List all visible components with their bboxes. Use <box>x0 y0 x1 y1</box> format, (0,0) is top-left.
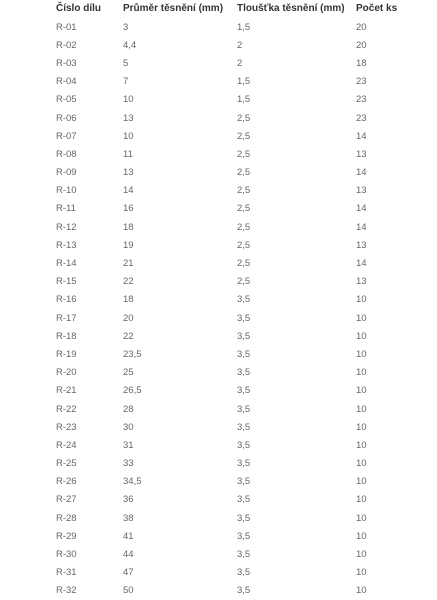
cell-seal-thickness: 2,5 <box>237 239 251 251</box>
cell-seal-diameter: 28 <box>123 403 134 415</box>
cell-seal-thickness: 3,5 <box>237 421 251 433</box>
cell-part-number: R-32 <box>56 585 77 597</box>
cell-piece-count: 10 <box>356 385 367 397</box>
cell-seal-diameter: 36 <box>123 494 134 506</box>
cell-seal-thickness: 1,5 <box>237 94 251 106</box>
cell-piece-count: 14 <box>356 221 367 233</box>
cell-seal-thickness: 3,5 <box>237 530 251 542</box>
cell-seal-thickness: 2,5 <box>237 185 251 197</box>
table-row <box>56 545 437 563</box>
table-row <box>56 309 437 327</box>
cell-piece-count: 10 <box>356 421 367 433</box>
cell-part-number: R-13 <box>56 239 77 251</box>
table-row <box>56 382 437 400</box>
cell-seal-diameter: 26,5 <box>123 385 142 397</box>
cell-seal-thickness: 2,5 <box>237 258 251 270</box>
cell-part-number: R-31 <box>56 567 77 579</box>
cell-piece-count: 10 <box>356 530 367 542</box>
cell-seal-diameter: 11 <box>123 148 133 160</box>
table-row <box>56 91 437 109</box>
cell-part-number: R-27 <box>56 494 77 506</box>
cell-seal-diameter: 13 <box>123 112 134 124</box>
table-row <box>56 54 437 72</box>
cell-piece-count: 14 <box>356 258 367 270</box>
cell-seal-diameter: 20 <box>123 312 134 324</box>
cell-part-number: R-20 <box>56 367 77 379</box>
cell-piece-count: 13 <box>356 185 367 197</box>
cell-piece-count: 13 <box>356 276 367 288</box>
cell-part-number: R-14 <box>56 258 77 270</box>
cell-piece-count: 10 <box>356 312 367 324</box>
header-seal-thickness: Tloušťka těsnění (mm) <box>237 2 345 14</box>
cell-part-number: R-22 <box>56 403 77 415</box>
cell-part-number: R-26 <box>56 476 77 488</box>
table-row <box>56 254 437 272</box>
header-row <box>56 0 437 16</box>
cell-seal-thickness: 2,5 <box>237 221 251 233</box>
table-row <box>56 491 437 509</box>
cell-piece-count: 10 <box>356 439 367 451</box>
cell-part-number: R-02 <box>56 39 77 51</box>
cell-seal-diameter: 38 <box>123 512 134 524</box>
cell-seal-diameter: 30 <box>123 421 134 433</box>
cell-seal-diameter: 3 <box>123 21 129 33</box>
cell-seal-thickness: 1,5 <box>237 76 251 88</box>
table-row <box>56 127 437 145</box>
cell-part-number: R-25 <box>56 458 77 470</box>
table-row <box>56 582 437 600</box>
table-row <box>56 473 437 491</box>
cell-piece-count: 13 <box>356 148 367 160</box>
header-part-number: Číslo dílu <box>56 2 101 14</box>
cell-seal-thickness: 3,5 <box>237 348 251 360</box>
cell-part-number: R-21 <box>56 385 77 397</box>
cell-seal-thickness: 3,5 <box>237 549 251 561</box>
table-header <box>56 0 437 16</box>
header-seal-diameter: Průměr těsnění (mm) <box>123 2 224 14</box>
table-row <box>56 164 437 182</box>
cell-seal-thickness: 3,5 <box>237 330 251 342</box>
cell-seal-diameter: 44 <box>123 549 134 561</box>
cell-part-number: R-12 <box>56 221 77 233</box>
cell-seal-diameter: 4,4 <box>123 39 137 51</box>
table-row <box>56 236 437 254</box>
cell-seal-thickness: 2 <box>237 57 243 69</box>
cell-seal-diameter: 19 <box>123 239 134 251</box>
cell-part-number: R-05 <box>56 94 77 106</box>
table-row <box>56 16 437 36</box>
cell-piece-count: 13 <box>356 239 367 251</box>
cell-piece-count: 14 <box>356 130 367 142</box>
cell-piece-count: 14 <box>356 203 367 215</box>
table-row <box>56 436 437 454</box>
table-row <box>56 109 437 127</box>
cell-piece-count: 14 <box>356 167 367 179</box>
cell-seal-diameter: 50 <box>123 585 134 597</box>
cell-part-number: R-23 <box>56 421 77 433</box>
cell-seal-diameter: 21 <box>123 258 134 270</box>
cell-seal-thickness: 3,5 <box>237 476 251 488</box>
cell-piece-count: 18 <box>356 57 367 69</box>
cell-seal-diameter: 18 <box>123 221 134 233</box>
table-row <box>56 455 437 473</box>
cell-piece-count: 10 <box>356 585 367 597</box>
cell-part-number: R-04 <box>56 76 77 88</box>
cell-part-number: R-30 <box>56 549 77 561</box>
table-row <box>56 564 437 582</box>
cell-seal-thickness: 2,5 <box>237 112 251 124</box>
table-row <box>56 509 437 527</box>
cell-seal-diameter: 31 <box>123 439 134 451</box>
cell-seal-thickness: 3,5 <box>237 585 251 597</box>
table-row <box>56 527 437 545</box>
cell-seal-thickness: 2,5 <box>237 203 251 215</box>
cell-piece-count: 10 <box>356 549 367 561</box>
table-row <box>56 400 437 418</box>
cell-seal-diameter: 18 <box>123 294 134 306</box>
cell-part-number: R-07 <box>56 130 77 142</box>
cell-seal-diameter: 10 <box>123 94 134 106</box>
cell-piece-count: 10 <box>356 476 367 488</box>
cell-piece-count: 10 <box>356 494 367 506</box>
cell-part-number: R-11 <box>56 203 76 215</box>
table-row <box>56 200 437 218</box>
cell-seal-thickness: 2 <box>237 39 243 51</box>
table-row <box>56 73 437 91</box>
cell-seal-thickness: 3,5 <box>237 312 251 324</box>
table-row <box>56 327 437 345</box>
table-row <box>56 418 437 436</box>
cell-seal-diameter: 13 <box>123 167 134 179</box>
cell-seal-diameter: 16 <box>123 203 134 215</box>
table-row <box>56 291 437 309</box>
cell-piece-count: 10 <box>356 348 367 360</box>
cell-seal-diameter: 22 <box>123 330 134 342</box>
cell-part-number: R-18 <box>56 330 77 342</box>
cell-part-number: R-08 <box>56 148 77 160</box>
cell-piece-count: 10 <box>356 512 367 524</box>
table-row <box>56 182 437 200</box>
cell-part-number: R-01 <box>56 21 77 33</box>
cell-seal-thickness: 3,5 <box>237 403 251 415</box>
cell-piece-count: 10 <box>356 367 367 379</box>
cell-part-number: R-28 <box>56 512 77 524</box>
cell-seal-thickness: 3,5 <box>237 458 251 470</box>
cell-seal-thickness: 3,5 <box>237 567 251 579</box>
header-piece-count: Počet ks <box>356 2 398 14</box>
parts-table <box>56 0 437 600</box>
cell-part-number: R-15 <box>56 276 77 288</box>
cell-part-number: R-17 <box>56 312 77 324</box>
cell-part-number: R-19 <box>56 348 77 360</box>
cell-seal-diameter: 23,5 <box>123 348 142 360</box>
table-body <box>56 16 437 600</box>
cell-piece-count: 10 <box>356 330 367 342</box>
cell-part-number: R-03 <box>56 57 77 69</box>
cell-seal-thickness: 3,5 <box>237 367 251 379</box>
table-row <box>56 345 437 363</box>
cell-piece-count: 10 <box>356 294 367 306</box>
table-row <box>56 273 437 291</box>
cell-seal-thickness: 3,5 <box>237 494 251 506</box>
cell-seal-diameter: 7 <box>123 76 129 88</box>
cell-piece-count: 23 <box>356 76 367 88</box>
cell-seal-diameter: 33 <box>123 458 134 470</box>
cell-seal-diameter: 41 <box>123 530 134 542</box>
cell-seal-thickness: 3,5 <box>237 512 251 524</box>
cell-part-number: R-09 <box>56 167 77 179</box>
cell-seal-diameter: 5 <box>123 57 129 69</box>
cell-seal-thickness: 3,5 <box>237 439 251 451</box>
table-row <box>56 218 437 236</box>
cell-piece-count: 20 <box>356 21 367 33</box>
cell-seal-thickness: 2,5 <box>237 130 251 142</box>
cell-piece-count: 10 <box>356 458 367 470</box>
table-row <box>56 36 437 54</box>
cell-seal-diameter: 47 <box>123 567 134 579</box>
cell-part-number: R-16 <box>56 294 77 306</box>
cell-seal-thickness: 2,5 <box>237 148 251 160</box>
cell-piece-count: 23 <box>356 112 367 124</box>
cell-piece-count: 10 <box>356 567 367 579</box>
cell-piece-count: 20 <box>356 39 367 51</box>
cell-seal-thickness: 2,5 <box>237 276 251 288</box>
table-row <box>56 364 437 382</box>
cell-seal-diameter: 25 <box>123 367 134 379</box>
cell-seal-diameter: 34,5 <box>123 476 142 488</box>
cell-seal-thickness: 1,5 <box>237 21 251 33</box>
cell-seal-thickness: 3,5 <box>237 294 251 306</box>
cell-seal-thickness: 3,5 <box>237 385 251 397</box>
cell-part-number: R-10 <box>56 185 77 197</box>
cell-part-number: R-06 <box>56 112 77 124</box>
table-row <box>56 145 437 163</box>
cell-part-number: R-29 <box>56 530 77 542</box>
cell-part-number: R-24 <box>56 439 77 451</box>
cell-seal-diameter: 10 <box>123 130 134 142</box>
cell-piece-count: 23 <box>356 94 367 106</box>
cell-seal-thickness: 2,5 <box>237 167 251 179</box>
cell-seal-diameter: 14 <box>123 185 134 197</box>
cell-piece-count: 10 <box>356 403 367 415</box>
cell-seal-diameter: 22 <box>123 276 134 288</box>
